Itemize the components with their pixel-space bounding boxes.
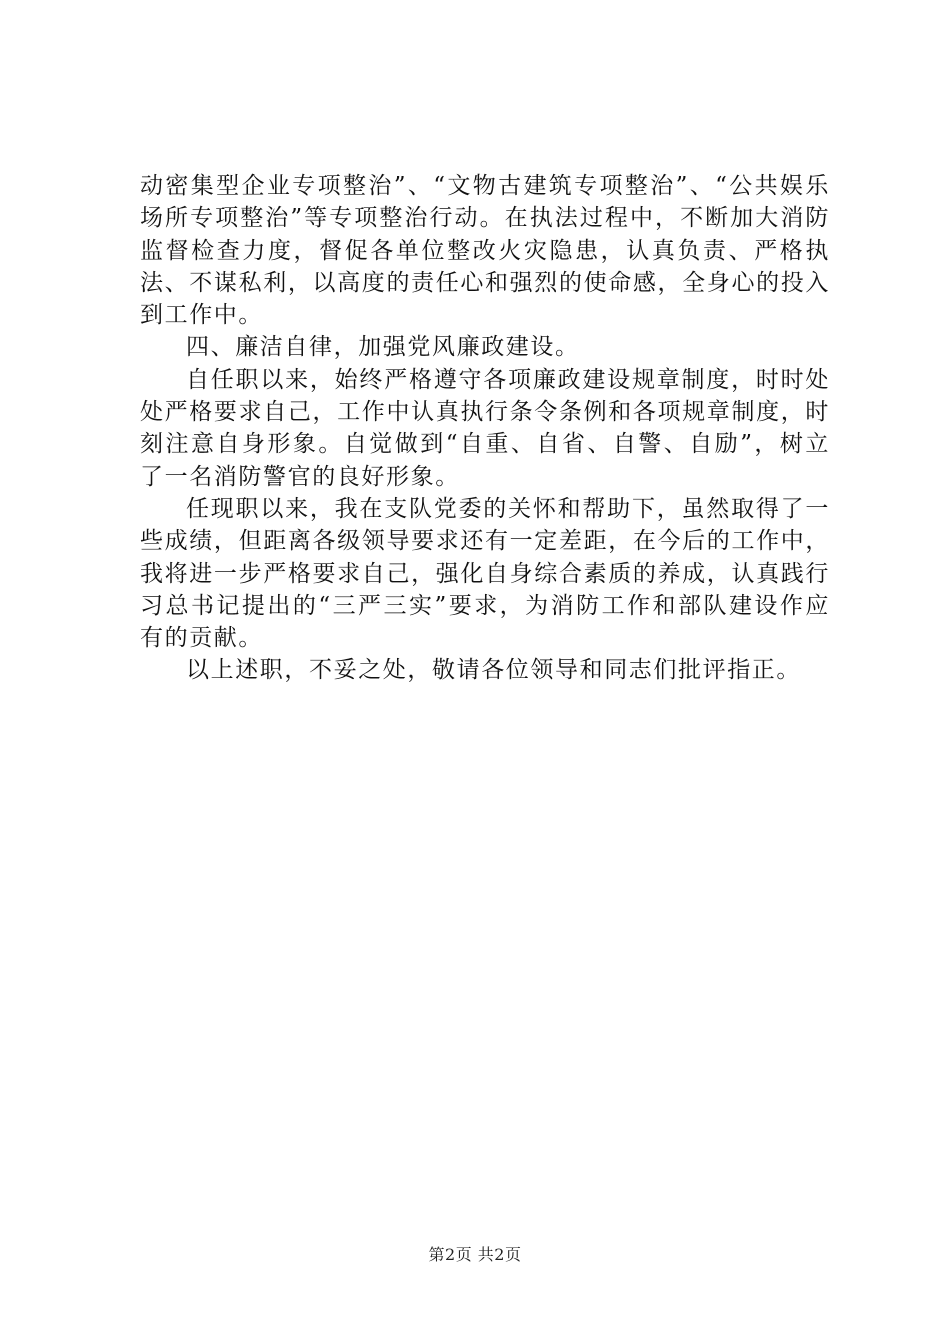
paragraph-integrity: 自任职以来，始终严格遵守各项廉政建设规章制度，时时处处严格要求自己，工作中认真执行条令条例和各项规章制度，时刻注意自身形象。自觉做到“自重、自省、自警、自励”，树立了一名消防警官的良好形象。 (140, 366, 830, 490)
paragraph-summary: 任现职以来，我在支队党委的关怀和帮助下，虽然取得了一些成绩，但距离各级领导要求还有一定差距，在今后的工作中，我将进一步严格要求自己，强化自身综合素质的养成，认真践行习总书记提出的“三严三实”要求，为消防工作和部队建设作应有的贡献。 (140, 495, 830, 652)
page-footer: 第2页 共2页 (428, 1245, 522, 1264)
document-body (140, 170, 830, 687)
paragraph-closing: 以上述职，不妥之处，敬请各位领导和同志们批评指正。 (186, 657, 801, 684)
section-heading-integrity: 四、廉洁自律，加强党风廉政建设。 (186, 334, 580, 361)
paragraph-continuation: 动密集型企业专项整治”、“文物古建筑专项整治”、“公共娱乐场所专项整治”等专项整治行动。在执法过程中，不断加大消防监督检查力度，督促各单位整改火灾隐患，认真负责、严格执法、不谋私利，以高度的责任心和强烈的使命感，全身心的投入到工作中。 (140, 173, 830, 329)
